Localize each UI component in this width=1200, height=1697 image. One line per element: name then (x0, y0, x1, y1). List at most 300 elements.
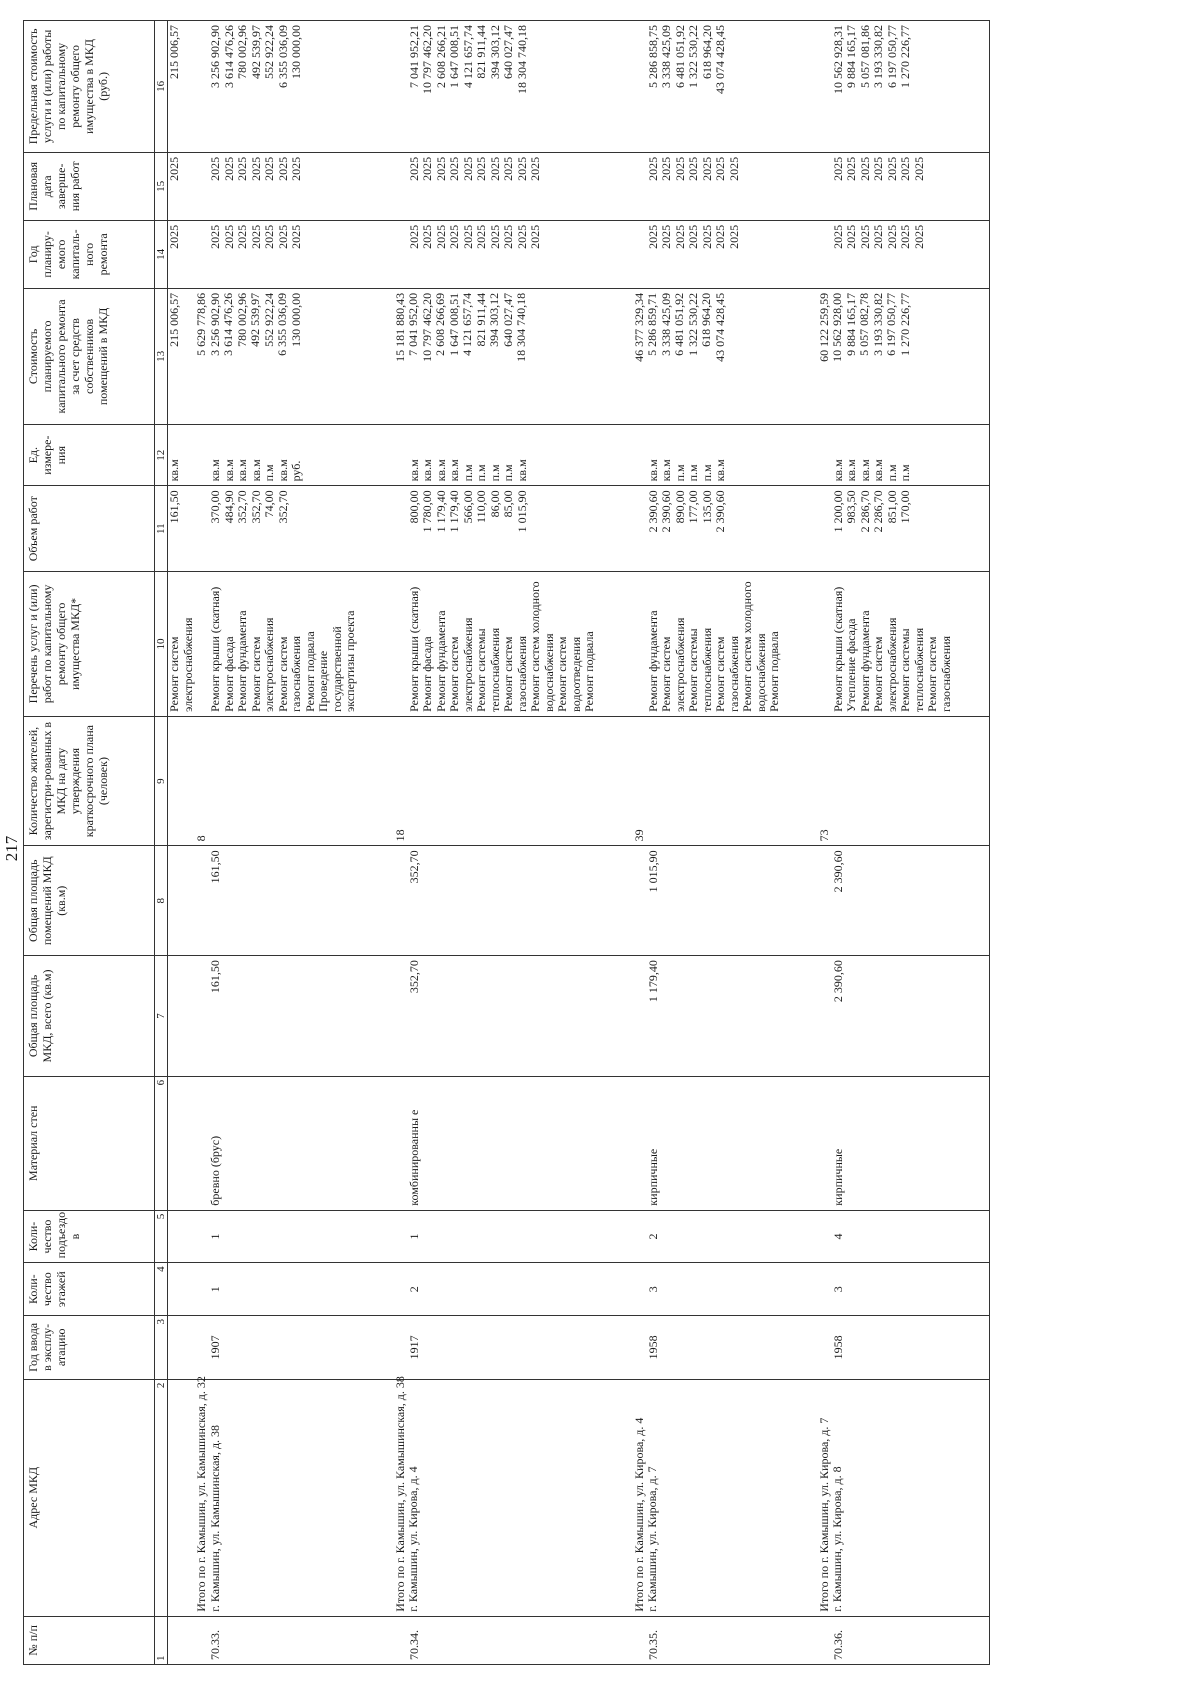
plan-year-value: 2025 (487, 224, 502, 249)
plan-year-value: 2025 (830, 224, 845, 249)
floors-cell (633, 1263, 782, 1316)
plan-year-cell (633, 220, 782, 288)
unit-value: кв.м (713, 459, 727, 482)
finish-date-value: 2025 (289, 156, 303, 181)
row-number-cell (394, 1616, 597, 1664)
volume-value: 86,00 (487, 490, 502, 518)
address-cell (818, 1379, 954, 1616)
column-number: 1 (155, 1616, 168, 1664)
total-area: 161,50 (208, 960, 222, 994)
header-cell: Общая площадь МКД, всего (кв.м) (24, 956, 155, 1077)
address-line: г. Камышин, ул. Кирова, д. 7 (645, 1466, 659, 1612)
table-row (394, 21, 597, 1665)
volume-value: 352,70 (248, 490, 263, 524)
volume-value: 177,00 (686, 490, 700, 524)
limit-cost-value: 1 647 008,51 (447, 25, 461, 88)
rooms-area-cell (633, 846, 782, 956)
rooms-area-cell (168, 846, 196, 956)
residents-cell (818, 716, 954, 846)
spacer-cell (953, 1076, 990, 1210)
volume-value: 352,70 (275, 490, 290, 524)
finish-date-value: 2025 (686, 156, 700, 181)
finish-date-value: 2025 (447, 156, 461, 181)
spacer-cell (358, 716, 394, 846)
address-cell (194, 1376, 358, 1616)
address-line: г. Камышин, ул. Кирова, д. 8 (830, 1466, 844, 1612)
spacer-cell (782, 1616, 818, 1664)
spacer-cell (782, 1379, 818, 1616)
work-item: Ремонт систем водоотведения (555, 636, 583, 712)
volume-value: 161,50 (167, 490, 181, 524)
header-cell: Количество жителей, зарегистри-рованных в МКД на дату утверждения краткосрочного плана (человек) (24, 716, 155, 846)
limit-cost-value: 215 006,57 (167, 25, 181, 79)
work-item: Ремонт крыши (скатная) (208, 586, 222, 712)
volume-value: 566,00 (460, 490, 475, 524)
plan-year-value: 2025 (289, 224, 303, 249)
limit-cost-value: 130 000,00 (289, 25, 303, 79)
header-cell: Адрес МКД (24, 1379, 155, 1616)
address-line: Итого по г. Камышин, ул. Камышинская, д. 32 (194, 1376, 208, 1612)
plan-year-value: 2025 (275, 224, 290, 249)
wall-material-cell (633, 1076, 782, 1210)
column-number: 10 (155, 572, 168, 717)
volume-value: 983,50 (844, 490, 858, 524)
cost-value: 1 647 008,51 (446, 292, 461, 356)
limit-cost-cell (818, 21, 954, 153)
header-cell: Год планиру-емого капиталь-ного ремонта (24, 220, 155, 288)
column-number: 15 (155, 152, 168, 220)
plan-year-value: 2025 (235, 224, 249, 249)
cost-value: 394 303,12 (487, 292, 501, 347)
table-row (195, 21, 358, 1665)
unit-value: руб. (289, 460, 303, 482)
cost-value: 6 355 036,09 (275, 292, 289, 356)
total-area-cell (394, 956, 597, 1077)
cost-value: 640 027,47 (500, 292, 515, 347)
plan-year-value: 2025 (713, 224, 727, 249)
unit-value: кв.м (221, 459, 236, 482)
finish-date-cell (195, 152, 358, 220)
residents-count: 39 (631, 829, 646, 842)
spacer-cell (597, 1616, 633, 1664)
volume-value: 2 286,70 (871, 490, 885, 533)
spacer-cell (358, 220, 394, 288)
build-year-cell (195, 1316, 358, 1380)
plan-year-value: 2025 (514, 224, 529, 249)
unit-value: п.м (672, 464, 687, 482)
row-number-cell (818, 1616, 954, 1664)
volume-value: 370,00 (208, 490, 222, 524)
plan-year-value: 2025 (208, 224, 222, 249)
column-number: 6 (155, 1076, 168, 1210)
finish-date-value: 2025 (898, 156, 912, 181)
finish-date-value: 2025 (406, 156, 421, 181)
spacer-cell (782, 1076, 818, 1210)
plan-year-value: 2025 (406, 224, 421, 249)
cost-value: 15 181 880,43 (392, 292, 407, 362)
floors-count: 1 (208, 1286, 222, 1293)
spacer-cell (358, 1316, 394, 1380)
spacer-cell (597, 152, 633, 220)
unit-value: п.м (884, 464, 899, 482)
spacer-cell (782, 846, 818, 956)
finish-date-value: 2025 (262, 156, 276, 181)
row-number: 70.34. (406, 1630, 421, 1660)
spacer-cell (782, 572, 818, 717)
unit-value: п.м (262, 464, 276, 482)
spacer-cell (953, 1263, 990, 1316)
limit-cost-value: 6 197 050,77 (884, 25, 899, 88)
limit-cost-value: 3 614 476,26 (221, 25, 236, 88)
floors-cell (818, 1263, 954, 1316)
plan-year-value: 2025 (672, 224, 687, 249)
finish-date-value: 2025 (420, 156, 434, 181)
entrances-count: 1 (208, 1233, 222, 1240)
spacer-cell (953, 1616, 990, 1664)
limit-cost-value: 780 002,96 (235, 25, 249, 79)
limit-cost-value: 492 539,97 (248, 25, 263, 79)
address-line: Итого по г. Камышин, ул. Камышинская, д. 38 (392, 1376, 407, 1612)
volume-value: 2 390,60 (713, 490, 727, 533)
finish-date-value: 2025 (275, 156, 290, 181)
spacer-cell (953, 288, 990, 424)
unit-value: кв.м (248, 459, 263, 482)
plan-year-value: 2025 (474, 224, 488, 249)
unit-value: кв.м (645, 459, 660, 482)
wall-material-cell (195, 1076, 358, 1210)
wall-material: кирпичные (645, 1148, 660, 1206)
limit-cost-value: 821 911,44 (474, 25, 488, 79)
spacer-cell (953, 486, 990, 572)
header-cell: Плановая дата заверше-ния работ (24, 152, 155, 220)
limit-cost-value: 4 121 657,74 (460, 25, 475, 88)
volume-value: 890,00 (672, 490, 687, 524)
volume-value: 74,00 (262, 490, 276, 518)
plan-year-value: 2025 (433, 224, 448, 249)
finish-date-value: 2025 (501, 156, 515, 181)
volume-value: 1 179,40 (447, 490, 461, 533)
build-year-cell (818, 1316, 954, 1380)
unit-cell (195, 424, 358, 485)
unit-value: кв.м (275, 459, 290, 482)
spacer-cell (597, 288, 633, 424)
entrances-cell (818, 1210, 954, 1263)
spacer-cell (953, 1316, 990, 1380)
cost-value: 618 964,20 (699, 292, 713, 347)
work-item: Ремонт систем газоснабжения (925, 635, 953, 712)
cost-value: 5 286 859,71 (645, 292, 659, 356)
limit-cost-value: 552 922,24 (262, 25, 276, 79)
work-item: Ремонт систем газоснабжения (275, 635, 303, 712)
work-item: Ремонт систем газоснабжения (713, 635, 741, 712)
plan-year-cell (818, 220, 954, 288)
unit-value: кв.м (208, 459, 222, 482)
limit-cost-cell (195, 21, 358, 153)
spacer-cell (358, 1210, 394, 1263)
works-list-cell (633, 572, 782, 717)
finish-date-value: 2025 (460, 156, 475, 181)
spacer-cell (597, 220, 633, 288)
entrances-count: 2 (645, 1233, 660, 1240)
cost-value: 46 377 329,34 (631, 292, 646, 362)
spacer-cell (358, 424, 394, 485)
spacer-cell (782, 1263, 818, 1316)
limit-cost-value: 18 304 740,18 (514, 25, 529, 94)
column-number: 3 (155, 1316, 168, 1380)
unit-cell (394, 424, 597, 485)
work-item: Утепление фасада (844, 618, 858, 712)
rooms-area: 2 390,60 (830, 850, 845, 893)
works-list-cell (168, 572, 196, 717)
spacer-cell (782, 1210, 818, 1263)
floors-count: 2 (406, 1286, 421, 1293)
spacer-cell (953, 220, 990, 288)
rooms-area: 1 015,90 (645, 850, 660, 893)
header-cell: Материал стен (24, 1076, 155, 1210)
work-item: Ремонт систем холодного водоснабжения (740, 581, 768, 712)
work-item: Ремонт систем электроснабжения (447, 617, 475, 712)
plan-year-value: 2025 (726, 224, 741, 249)
unit-value: кв.м (167, 459, 181, 482)
entrances-cell (168, 1210, 196, 1263)
work-item: Ремонт фундамента (433, 610, 448, 712)
volume-value: 2 286,70 (857, 490, 872, 533)
limit-cost-cell (168, 21, 196, 153)
build-year-cell (168, 1316, 196, 1380)
column-number: 7 (155, 956, 168, 1077)
limit-cost-cell (633, 21, 782, 153)
plan-year-value: 2025 (659, 224, 673, 249)
plan-year-value: 2025 (898, 224, 912, 249)
work-item: Ремонт системы теплоснабжения (474, 627, 502, 712)
work-item: Ремонт фасада (420, 636, 434, 712)
cost-value: 492 539,97 (248, 292, 262, 347)
volume-cell (195, 486, 358, 572)
cost-value: 3 193 330,82 (870, 292, 885, 356)
work-item: Ремонт системы теплоснабжения (686, 627, 714, 712)
column-number: 11 (155, 486, 168, 572)
work-item: Ремонт систем холодного водоснабжения (528, 581, 556, 712)
residents-count: 8 (194, 835, 208, 842)
spacer-cell (358, 846, 394, 956)
address-cell (392, 1376, 597, 1616)
plan-year-value: 2025 (221, 224, 236, 249)
spacer-cell (358, 21, 394, 153)
column-number-row (155, 21, 168, 1665)
limit-cost-value: 3 256 902,90 (208, 25, 222, 88)
header-cell: Общая площадь помещений МКД (кв.м) (24, 846, 155, 956)
work-item: Ремонт систем электроснабжения (248, 617, 276, 712)
work-item: Ремонт систем электроснабжения (659, 617, 687, 712)
header-cell: Перечень услуг и (или) работ по капитальному ремонту общего имущества МКД* (24, 572, 155, 717)
residents-cell (168, 716, 196, 846)
unit-value: кв.м (406, 459, 421, 482)
build-year: 1917 (406, 1335, 421, 1360)
cost-cell (394, 288, 597, 424)
volume-value: 1 015,90 (514, 490, 529, 533)
row-spacer (782, 21, 818, 1665)
total-area-cell (818, 956, 954, 1077)
total-area-cell (195, 956, 358, 1077)
row-spacer (953, 21, 990, 1665)
address-line: г. Камышин, ул. Кирова, д. 4 (406, 1466, 420, 1612)
spacer-cell (358, 956, 394, 1077)
plan-year-value: 2025 (460, 224, 475, 249)
entrances-cell (195, 1210, 358, 1263)
finish-date-value: 2025 (830, 156, 845, 181)
cost-value: 4 121 657,74 (460, 292, 474, 356)
cost-cell (195, 288, 358, 424)
unit-cell (818, 424, 954, 485)
rooms-area-cell (818, 846, 954, 956)
address-cell (633, 1379, 782, 1616)
unit-value: п.м (501, 464, 515, 482)
plan-year-value: 2025 (248, 224, 263, 249)
table-row (168, 21, 196, 1665)
limit-cost-value: 618 964,20 (699, 25, 714, 79)
finish-date-value: 2025 (514, 156, 529, 181)
unit-value: п.м (474, 464, 488, 482)
work-item: Ремонт фундамента (857, 610, 872, 712)
spacer-cell (953, 21, 990, 153)
build-year: 1907 (208, 1335, 222, 1360)
total-area-cell (633, 956, 782, 1077)
volume-value: 484,90 (221, 490, 236, 524)
build-year-cell (633, 1316, 782, 1380)
finish-date-value: 2025 (871, 156, 885, 181)
cost-value: 130 000,00 (288, 292, 303, 347)
limit-cost-value: 2 608 266,21 (433, 25, 448, 88)
work-item: Проведение государственной экспертизы проекта (316, 610, 357, 712)
volume-value: 2 390,60 (645, 490, 660, 533)
spacer-cell (953, 152, 990, 220)
limit-cost-value: 1 322 530,22 (686, 25, 700, 88)
finish-date-cell (394, 152, 597, 220)
rooms-area-cell (195, 846, 358, 956)
unit-cell (168, 424, 196, 485)
limit-cost-value: 43 074 428,45 (713, 25, 727, 94)
capital-repair-plan-table (23, 20, 990, 1665)
column-number: 12 (155, 424, 168, 485)
residents-cell (195, 716, 358, 846)
limit-cost-value: 3 193 330,82 (871, 25, 885, 88)
column-number: 9 (155, 716, 168, 846)
finish-date-value: 2025 (433, 156, 448, 181)
entrances-count: 4 (830, 1233, 845, 1240)
work-item: Ремонт фундамента (645, 610, 660, 712)
cost-cell (818, 288, 954, 424)
limit-cost-value: 6 481 051,92 (672, 25, 687, 88)
cost-value: 7 041 952,00 (406, 292, 420, 356)
spacer-cell (597, 1263, 633, 1316)
entrances-cell (633, 1210, 782, 1263)
volume-cell (818, 486, 954, 572)
finish-date-value: 2025 (699, 156, 714, 181)
unit-value: кв.м (871, 459, 885, 482)
spacer-cell (597, 956, 633, 1077)
row-spacer (358, 21, 394, 1665)
finish-date-value: 2025 (844, 156, 858, 181)
limit-cost-value: 5 286 858,75 (645, 25, 660, 88)
finish-date-cell (168, 152, 196, 220)
cost-value: 780 002,96 (234, 292, 249, 347)
plan-year-value: 2025 (501, 224, 515, 249)
row-spacer (597, 21, 633, 1665)
work-item: Ремонт систем газоснабжения (501, 635, 529, 712)
rooms-area: 352,70 (406, 850, 421, 884)
row-number: 70.33. (208, 1630, 222, 1660)
finish-date-value: 2025 (474, 156, 488, 181)
volume-cell (633, 486, 782, 572)
volume-value: 110,00 (474, 490, 488, 523)
unit-value: кв.м (830, 459, 845, 482)
address-line: Итого по г. Камышин, ул. Кирова, д. 7 (816, 1417, 831, 1612)
spacer-cell (358, 1076, 394, 1210)
volume-value: 85,00 (501, 490, 515, 518)
row-number: 70.35. (645, 1630, 660, 1660)
work-item: Ремонт крыши (скатная) (830, 586, 845, 712)
plan-year-value: 2025 (699, 224, 714, 249)
finish-date-cell (633, 152, 782, 220)
plan-year-value: 2025 (528, 224, 542, 249)
finish-date-value: 2025 (208, 156, 222, 181)
works-list-cell (394, 572, 597, 717)
finish-date-value: 2025 (167, 156, 181, 181)
unit-value: кв.м (420, 459, 434, 482)
finish-date-value: 2025 (235, 156, 249, 181)
unit-value: п.м (898, 464, 912, 482)
spacer-cell (782, 716, 818, 846)
finish-date-value: 2025 (672, 156, 687, 181)
column-number: 14 (155, 220, 168, 288)
spacer-cell (597, 486, 633, 572)
cost-value: 215 006,57 (167, 292, 181, 347)
address-line: г. Камышин, ул. Камышинская, д. 38 (207, 1424, 222, 1612)
wall-material: комбинированны е (406, 1109, 421, 1206)
cost-value: 3 256 902,90 (207, 292, 222, 356)
column-number: 2 (155, 1379, 168, 1616)
spacer-cell (358, 288, 394, 424)
wall-material-cell (394, 1076, 597, 1210)
spacer-cell (953, 846, 990, 956)
residents-cell (633, 716, 782, 846)
volume-cell (168, 486, 196, 572)
unit-value: п.м (686, 464, 700, 482)
floors-cell (394, 1263, 597, 1316)
address-line: Итого по г. Камышин, ул. Кирова, д. 4 (631, 1417, 646, 1612)
plan-year-value: 2025 (844, 224, 858, 249)
spacer-cell (597, 424, 633, 485)
floors-cell (168, 1263, 196, 1316)
work-item: Ремонт систем электроснабжения (167, 617, 195, 712)
row-number-cell (633, 1616, 782, 1664)
work-item: Ремонт крыши (скатная) (406, 586, 421, 712)
residents-count: 18 (392, 829, 407, 842)
unit-value: кв.м (857, 459, 872, 482)
floors-count: 3 (830, 1286, 845, 1293)
volume-value: 135,00 (699, 490, 714, 524)
spacer-cell (358, 1616, 394, 1664)
finish-date-value: 2025 (248, 156, 263, 181)
floors-cell (195, 1263, 358, 1316)
volume-value: 352,70 (235, 490, 249, 524)
header-cell: Ед. измере-ния (24, 424, 155, 485)
spacer-cell (597, 572, 633, 717)
row-number-cell (195, 1616, 358, 1664)
row-number: 70.36. (830, 1630, 845, 1660)
build-year: 1958 (830, 1335, 845, 1360)
spacer-cell (597, 1316, 633, 1380)
